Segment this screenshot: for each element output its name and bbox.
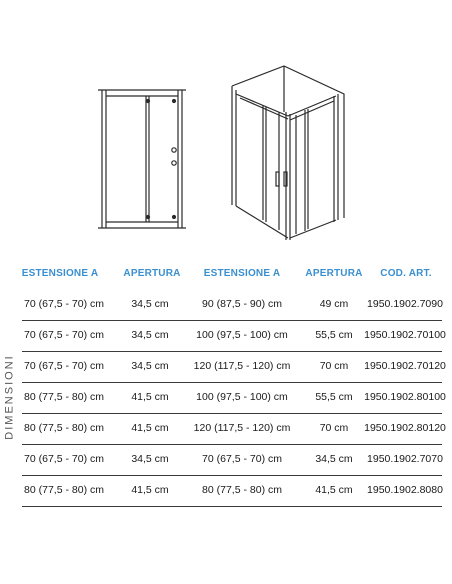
table-header-row [22, 262, 442, 290]
side-label-text: DIMENSIONI [4, 354, 16, 440]
side-label [2, 352, 18, 442]
cell: 1950.1902.70120 [364, 360, 446, 372]
cell: 80 (77,5 - 80) cm [24, 484, 104, 496]
dimensions-table [21, 262, 446, 507]
cell: 1950.1902.7070 [367, 453, 443, 465]
table-row [22, 290, 442, 321]
cell: 80 (77,5 - 80) cm [24, 391, 104, 403]
cell: 70 (67,5 - 70) cm [24, 329, 104, 341]
cell: 70 (67,5 - 70) cm [24, 298, 104, 310]
front-view-drawing [98, 90, 186, 228]
cell: 120 (117,5 - 120) cm [193, 360, 291, 372]
cell: 70 (67,5 - 70) cm [202, 453, 282, 465]
cell: 41,5 cm [131, 484, 169, 496]
cell: 55,5 cm [315, 391, 353, 403]
cell: 41,5 cm [131, 391, 169, 403]
cell: 34,5 cm [131, 360, 169, 372]
table-row [22, 414, 446, 445]
cell: 120 (117,5 - 120) cm [193, 422, 291, 434]
cell: 80 (77,5 - 80) cm [24, 422, 104, 434]
header-apertura-2: APERTURA [305, 268, 363, 279]
cell: 1950.1902.80120 [364, 422, 446, 434]
cell: 1950.1902.8080 [367, 484, 443, 496]
cell: 34,5 cm [131, 453, 169, 465]
header-cod-art: COD. ART. [380, 268, 432, 279]
cell: 41,5 cm [315, 484, 353, 496]
cell: 100 (97,5 - 100) cm [196, 329, 288, 341]
corner-view-drawing [232, 66, 344, 240]
cell: 100 (97,5 - 100) cm [196, 391, 288, 403]
cell: 41,5 cm [131, 422, 169, 434]
table-row [22, 476, 442, 507]
cell: 49 cm [319, 298, 349, 310]
table-row [22, 352, 446, 383]
cell: 80 (77,5 - 80) cm [202, 484, 282, 496]
header-estensione-a-2: ESTENSIONE A [203, 268, 281, 279]
cell: 55,5 cm [315, 329, 353, 341]
table-row [22, 383, 446, 414]
cell: 1950.1902.70100 [364, 329, 446, 341]
cell: 34,5 cm [315, 453, 353, 465]
cell: 90 (87,5 - 90) cm [202, 298, 282, 310]
cell: 70 cm [319, 360, 349, 372]
table-row [22, 321, 446, 352]
cell: 1950.1902.7090 [367, 298, 443, 310]
cell: 70 (67,5 - 70) cm [24, 360, 104, 372]
cell: 34,5 cm [131, 298, 169, 310]
cell: 1950.1902.80100 [364, 391, 446, 403]
header-estensione-a-1: ESTENSIONE A [21, 268, 99, 279]
cell: 34,5 cm [131, 329, 169, 341]
cell: 70 cm [319, 422, 349, 434]
cell: 70 (67,5 - 70) cm [24, 453, 104, 465]
shower-enclosure-drawings [0, 0, 452, 250]
table-row [22, 445, 442, 476]
header-apertura-1: APERTURA [123, 268, 181, 279]
